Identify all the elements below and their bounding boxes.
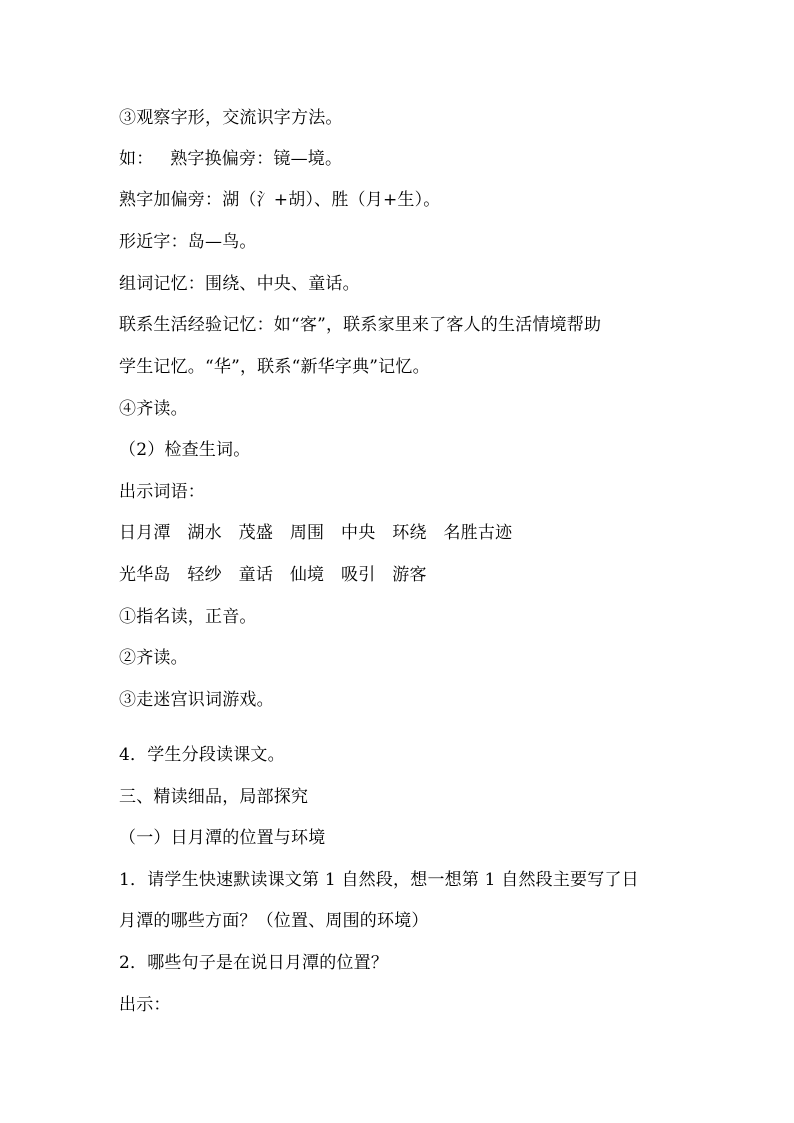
text-line: 三、精读细品，局部探究 (119, 787, 309, 807)
text-line: 出示： (119, 995, 171, 1015)
text-line: 月潭的哪些方面？（位置、周围的环境） (119, 911, 429, 931)
text-line: ④齐读。 (119, 399, 188, 419)
text-line: ③走迷宫识词游戏。 (119, 690, 274, 710)
text-line: 学生记忆。“华”，联系“新华字典”记忆。 (119, 357, 430, 377)
text-line: 1．请学生快速默读课文第 1 自然段，想一想第 1 自然段主要写了日 (119, 870, 639, 890)
text-line: （2）检查生词。 (119, 440, 251, 460)
text-line: ③观察字形，交流识字方法。 (119, 108, 343, 128)
text-line: 出示词语： (119, 482, 205, 502)
text-line: 联系生活经验记忆：如“客”，联系家里来了客人的生活情境帮助 (119, 315, 602, 335)
text-line: ①指名读，正音。 (119, 607, 257, 627)
text-line: 光华岛 轻纱 童话 仙境 吸引 游客 (119, 565, 427, 585)
text-line: 日月潭 湖水 茂盛 周围 中央 环绕 名胜古迹 (119, 523, 513, 543)
text-line: 2．哪些句子是在说日月潭的位置？ (119, 953, 389, 973)
text-line: 形近字：岛—鸟。 (119, 232, 257, 252)
text-line: （一）日月潭的位置与环境 (119, 828, 326, 848)
text-line: 如： 熟字换偏旁：镜—境。 (119, 149, 343, 169)
text-line: 组词记忆：围绕、中央、童话。 (119, 274, 360, 294)
text-line: 4．学生分段读课文。 (119, 745, 285, 765)
text-line: 熟字加偏旁：湖（氵+胡）、胜（月+生）。 (119, 190, 441, 210)
text-line: ②齐读。 (119, 648, 188, 668)
